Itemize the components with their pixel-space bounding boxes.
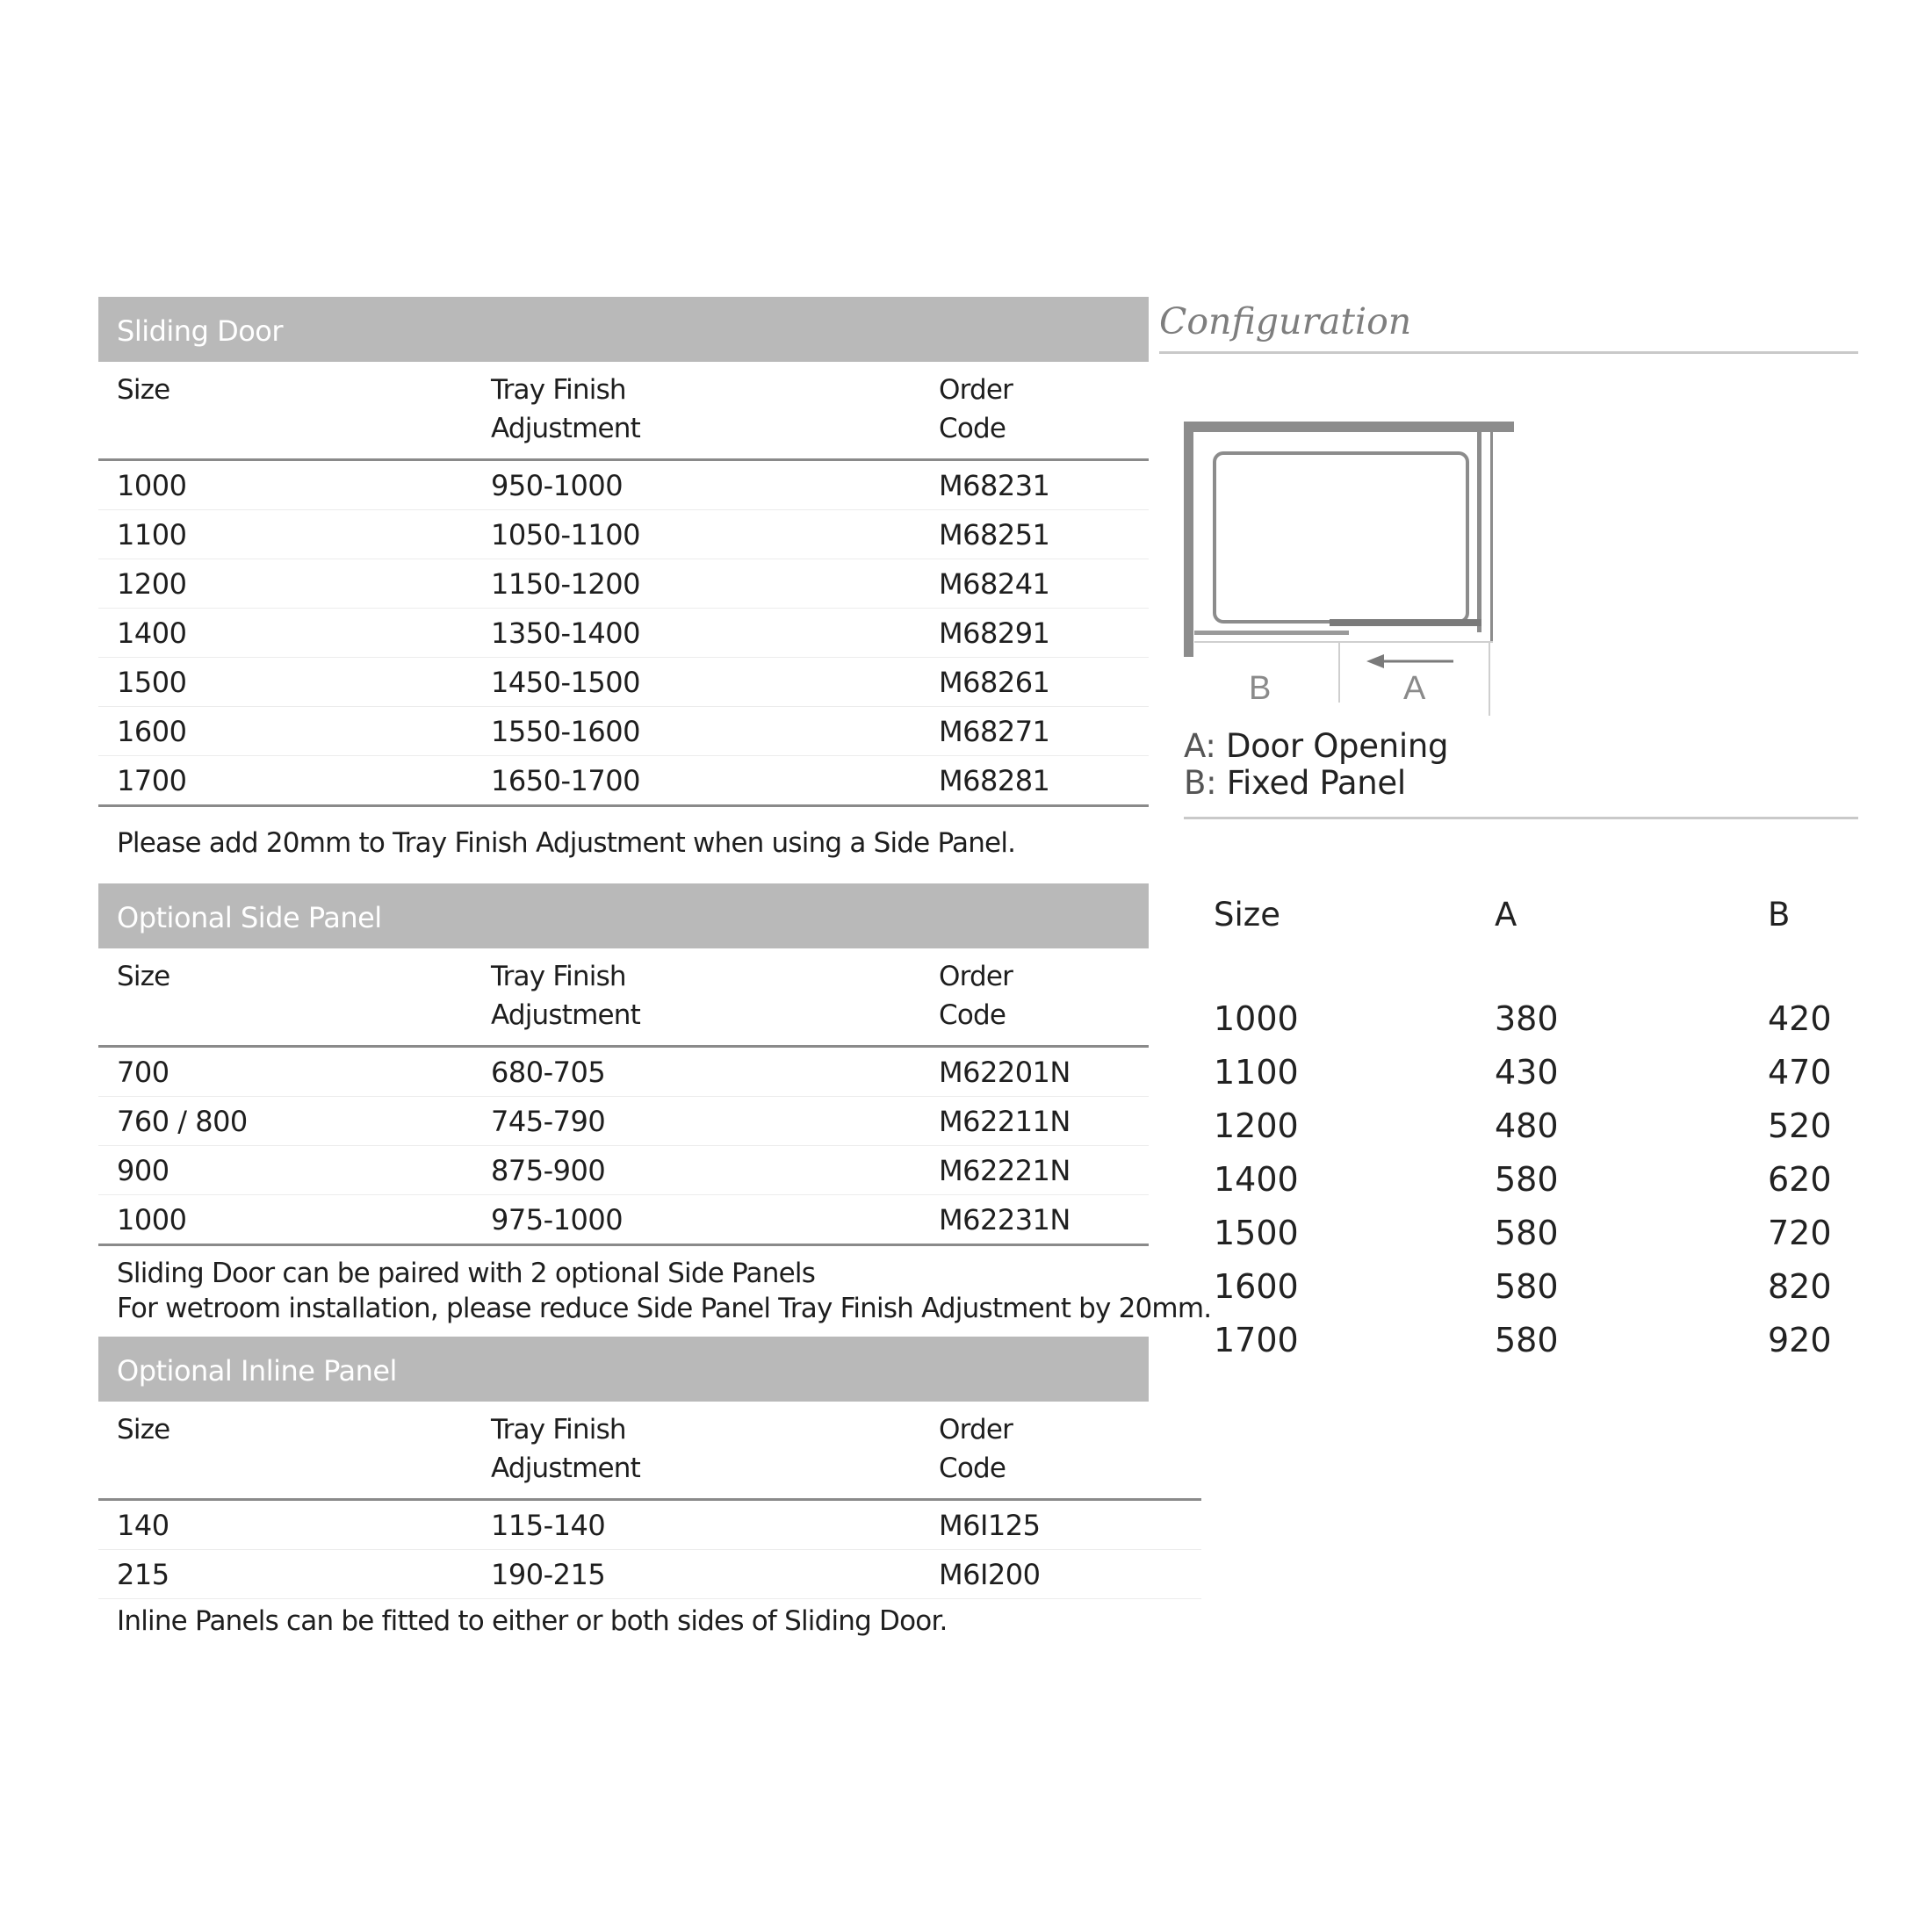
dimension-cell-b: 420	[1768, 999, 1832, 1038]
table-row	[98, 461, 1149, 510]
header-line: Code	[939, 413, 1006, 444]
dimension-cell-size: 1600	[1214, 1267, 1299, 1306]
configuration-title: Configuration	[1159, 300, 1412, 342]
dimension-cell-size: 1000	[1214, 999, 1299, 1038]
cell-code: M62221N	[939, 1154, 1071, 1187]
cell-tray: 745-790	[491, 1105, 606, 1138]
cell-size: 700	[117, 1056, 169, 1089]
cell-code: M68281	[939, 764, 1050, 797]
dimension-cell-size: 1500	[1214, 1214, 1299, 1252]
dimension-cell-a: 580	[1495, 1321, 1559, 1359]
side-panel-table	[98, 883, 1149, 1246]
header-line: Order	[939, 374, 1013, 406]
column-header-tray-finish	[491, 957, 640, 1034]
dimension-cell-b: 520	[1768, 1107, 1832, 1145]
dimension-cell-a: 580	[1495, 1214, 1559, 1252]
door-frame	[1477, 432, 1481, 632]
header-line: Tray Finish	[491, 1414, 626, 1445]
column-header-tray-finish	[491, 1410, 640, 1488]
cell-size: 1600	[117, 715, 187, 748]
column-header-size: Size	[117, 374, 170, 406]
dimension-cell-b: 920	[1768, 1321, 1832, 1359]
section-title: Optional Inline Panel	[117, 1354, 397, 1388]
table-header-row	[98, 948, 1149, 1048]
table-header-row	[98, 362, 1149, 461]
cell-size: 1500	[117, 666, 187, 699]
cell-code: M68231	[939, 469, 1050, 502]
cell-code: M68251	[939, 518, 1050, 551]
wall-top	[1184, 422, 1514, 432]
legend-fixed-panel	[1184, 764, 1406, 802]
dimension-header-size: Size	[1214, 896, 1280, 934]
header-line: Adjustment	[491, 1453, 640, 1484]
dimension-cell-a: 480	[1495, 1107, 1559, 1145]
column-header-order-code	[939, 371, 1013, 448]
column-header-tray-finish	[491, 371, 640, 448]
side-panel-note-2: For wetroom installation, please reduce Side Panel Tray Finish Adjustment by 20mm.	[117, 1293, 1212, 1324]
cell-code: M62211N	[939, 1105, 1071, 1138]
cell-code: M68241	[939, 567, 1050, 601]
configuration-diagram	[1177, 413, 1528, 720]
header-line: Order	[939, 1414, 1013, 1445]
cell-code: M6I125	[939, 1509, 1041, 1542]
table-row	[98, 510, 1149, 559]
column-header-size: Size	[117, 961, 170, 992]
column-header-size: Size	[117, 1414, 170, 1445]
dimension-cell-size: 1100	[1214, 1053, 1299, 1092]
dimension-cell-b: 470	[1768, 1053, 1832, 1092]
cell-tray: 1050-1100	[491, 518, 640, 551]
dimension-cell-a: 380	[1495, 999, 1559, 1038]
cell-size: 760 / 800	[117, 1105, 248, 1138]
cell-size: 1400	[117, 616, 187, 650]
cell-tray: 875-900	[491, 1154, 606, 1187]
table-row	[98, 609, 1149, 658]
sliding-door-line	[1330, 619, 1481, 626]
dimension-cell-a: 580	[1495, 1267, 1559, 1306]
cell-size: 140	[117, 1509, 169, 1542]
dimension-cell-a: 580	[1495, 1160, 1559, 1199]
section-title: Optional Side Panel	[117, 901, 382, 934]
cell-size: 1100	[117, 518, 187, 551]
cell-tray: 975-1000	[491, 1203, 624, 1236]
header-line: Tray Finish	[491, 374, 626, 406]
cell-tray: 115-140	[491, 1509, 606, 1542]
table-row	[98, 1550, 1201, 1599]
cell-size: 1200	[117, 567, 187, 601]
fixed-panel-line	[1194, 631, 1349, 635]
cell-size: 1000	[117, 1203, 187, 1236]
header-line: Code	[939, 999, 1006, 1031]
cell-tray: 1450-1500	[491, 666, 640, 699]
dimension-cell-size: 1200	[1214, 1107, 1299, 1145]
cell-code: M68261	[939, 666, 1050, 699]
dimension-cell-size: 1700	[1214, 1321, 1299, 1359]
side-panel-note-1: Sliding Door can be paired with 2 optional Side Panels	[117, 1258, 816, 1289]
inline-panel-note: Inline Panels can be fitted to either or both sides of Sliding Door.	[117, 1605, 948, 1637]
section-header-inline-panel	[98, 1337, 1149, 1402]
table-row	[98, 1146, 1149, 1195]
cell-size: 215	[117, 1558, 169, 1591]
cell-size: 1700	[117, 764, 187, 797]
cell-size: 1000	[117, 469, 187, 502]
cell-tray: 190-215	[491, 1558, 606, 1591]
header-line: Adjustment	[491, 413, 640, 444]
arrow-head	[1366, 654, 1384, 668]
dimension-cell-a: 430	[1495, 1053, 1559, 1092]
table-row	[98, 658, 1149, 707]
table-row	[98, 1195, 1149, 1246]
cell-code: M68291	[939, 616, 1050, 650]
table-row	[98, 1048, 1149, 1097]
diagram-label-a: A	[1403, 670, 1426, 707]
cell-code: M62231N	[939, 1203, 1071, 1236]
column-header-order-code	[939, 1410, 1013, 1488]
divider	[1159, 351, 1858, 354]
table-row	[98, 707, 1149, 756]
header-line: Code	[939, 1453, 1006, 1484]
table-row	[98, 1501, 1201, 1550]
cell-code: M68271	[939, 715, 1050, 748]
sliding-door-note: Please add 20mm to Tray Finish Adjustment when using a Side Panel.	[117, 827, 1016, 859]
table-row	[98, 559, 1149, 609]
inline-panel-table	[98, 1337, 1149, 1599]
legend-key: B:	[1184, 764, 1217, 802]
wall-left	[1184, 422, 1193, 657]
cell-code: M62201N	[939, 1056, 1071, 1089]
cell-tray: 950-1000	[491, 469, 624, 502]
frame-edge	[1490, 432, 1493, 641]
cell-tray: 1550-1600	[491, 715, 640, 748]
section-header-sliding-door	[98, 297, 1149, 362]
shower-tray	[1215, 453, 1467, 622]
table-row	[98, 756, 1149, 807]
dimension-cell-b: 620	[1768, 1160, 1832, 1199]
header-line: Tray Finish	[491, 961, 626, 992]
legend-text: Fixed Panel	[1226, 764, 1406, 802]
dimension-cell-b: 820	[1768, 1267, 1832, 1306]
column-header-order-code	[939, 957, 1013, 1034]
cell-tray: 1650-1700	[491, 764, 640, 797]
legend-key: A:	[1184, 727, 1216, 765]
dimension-cell-size: 1400	[1214, 1160, 1299, 1199]
table-row	[98, 1097, 1149, 1146]
section-header-side-panel	[98, 883, 1149, 948]
diagram-label-b: B	[1249, 670, 1272, 707]
table-header-row	[98, 1402, 1201, 1501]
section-title: Sliding Door	[117, 314, 284, 348]
sliding-door-table	[98, 297, 1149, 807]
dimension-cell-b: 720	[1768, 1214, 1832, 1252]
cell-size: 900	[117, 1154, 169, 1187]
divider	[1184, 817, 1858, 819]
cell-tray: 680-705	[491, 1056, 606, 1089]
dimension-header-b: B	[1768, 896, 1791, 934]
legend-text: Door Opening	[1226, 727, 1449, 765]
cell-code: M6I200	[939, 1558, 1041, 1591]
cell-tray: 1350-1400	[491, 616, 640, 650]
dimension-header-a: A	[1495, 896, 1517, 934]
header-line: Order	[939, 961, 1013, 992]
legend-door-opening	[1184, 727, 1448, 765]
header-line: Adjustment	[491, 999, 640, 1031]
cell-tray: 1150-1200	[491, 567, 640, 601]
